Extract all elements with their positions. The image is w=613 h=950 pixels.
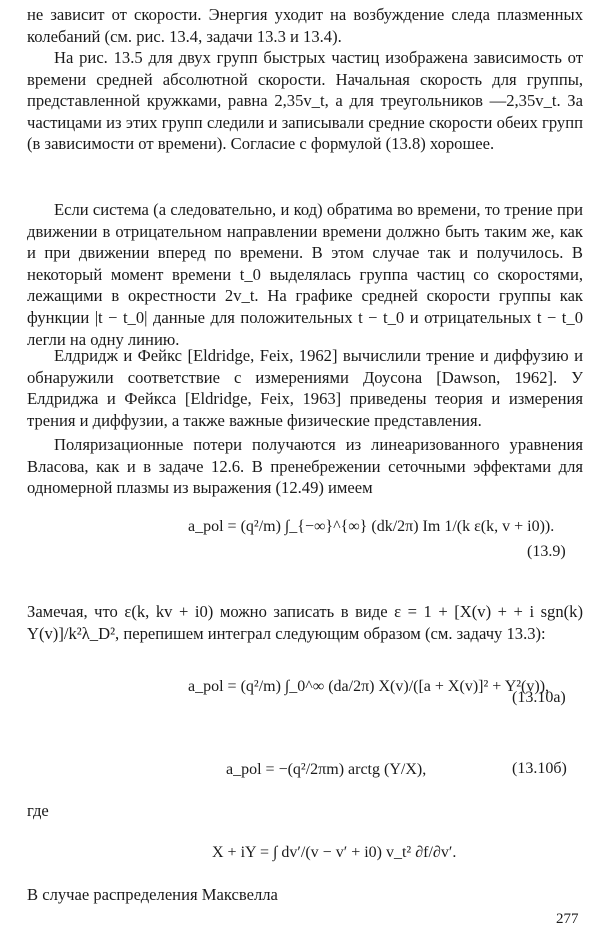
paragraph-4: Елдридж и Фейкс [Eldridge, Feix, 1962] вычислили трение и диффузию и обнаружили соответствие с измерениями Доусона [Dawson, 1962]. У Елдриджа и Фейкса [Eldridge, Feix, 1963] приведены теория и измерения трения и диффузии, а также важные физические представления. (27, 346, 583, 430)
equation-13-10a-number: (13.10а) (512, 689, 566, 706)
paragraph-6: Замечая, что ε(k, kv + i0) можно записать в виде ε = 1 + [X(v) + + i sgn(k) Y(v)]/k²λ_D², перепишем интеграл следующим образом (см. задачу 13.3): (27, 602, 583, 643)
paragraph-3: Если система (а следовательно, и код) обратима во времени, то трение при движении в отрицательном направлении времени должно быть таким же, как и при движении вперед по времени. В этом случае так и получилось. В некоторый момент времени t_0 выделялась группа частиц со скоростями, лежащими в окрестности 2v_t. На графике средней скорости группы как функции |t − t_0| данные для положительных t − t_0 и отрицательных t − t_0 легли на одну линию. (27, 200, 583, 349)
equation-13-10a-text: a_pol = (q²/m) ∫_0^∞ (da/2π) X(v)/([a + X(v)]² + Y²(v)), (188, 678, 550, 695)
equation-13-9-number: (13.9) (527, 543, 566, 560)
paragraph-maxwell: В случае распределения Максвелла (27, 885, 278, 904)
page-number: 277 (556, 911, 579, 927)
paragraph-2: На рис. 13.5 для двух групп быстрых частиц изображена зависимость от времени средней абсолютной скорости. Начальная скорость для группы, представленной кружками, равна 2,35v_t, а для треугольников —2,35v_t. За частицами из этих групп следили и записывали средние скорости обеих групп (в зависимости от времени). Согласие с формулой (13.8) хорошее. (27, 48, 583, 154)
paragraph-1: не зависит от скорости. Энергия уходит на возбуждение следа плазменных колебаний (см. рис. 13.4, задачи 13.3 и 13.4). (27, 5, 583, 46)
equation-13-10b-text: a_pol = −(q²/2πm) arctg (Y/X), (226, 761, 427, 778)
equation-13-10b (226, 760, 426, 780)
equation-13-9 (188, 517, 554, 537)
equation-13-10a (188, 677, 549, 697)
paragraph-where: где (27, 801, 49, 820)
equation-x-iy-text: X + iY = ∫ dv′/(v − v′ + i0) v_t² ∂f/∂v′. (212, 844, 457, 861)
paragraph-5: Поляризационные потери получаются из линеаризованного уравнения Власова, как и в задаче 12.6. В пренебрежении сеточными эффектами для одномерной плазмы из выражения (12.49) имеем (27, 435, 583, 498)
equation-13-9-text: a_pol = (q²/m) ∫_{−∞}^{∞} (dk/2π) Im 1/(k ε(k, v + i0)). (188, 518, 555, 535)
equation-13-10b-number: (13.10б) (512, 760, 567, 777)
equation-x-iy (212, 843, 456, 863)
